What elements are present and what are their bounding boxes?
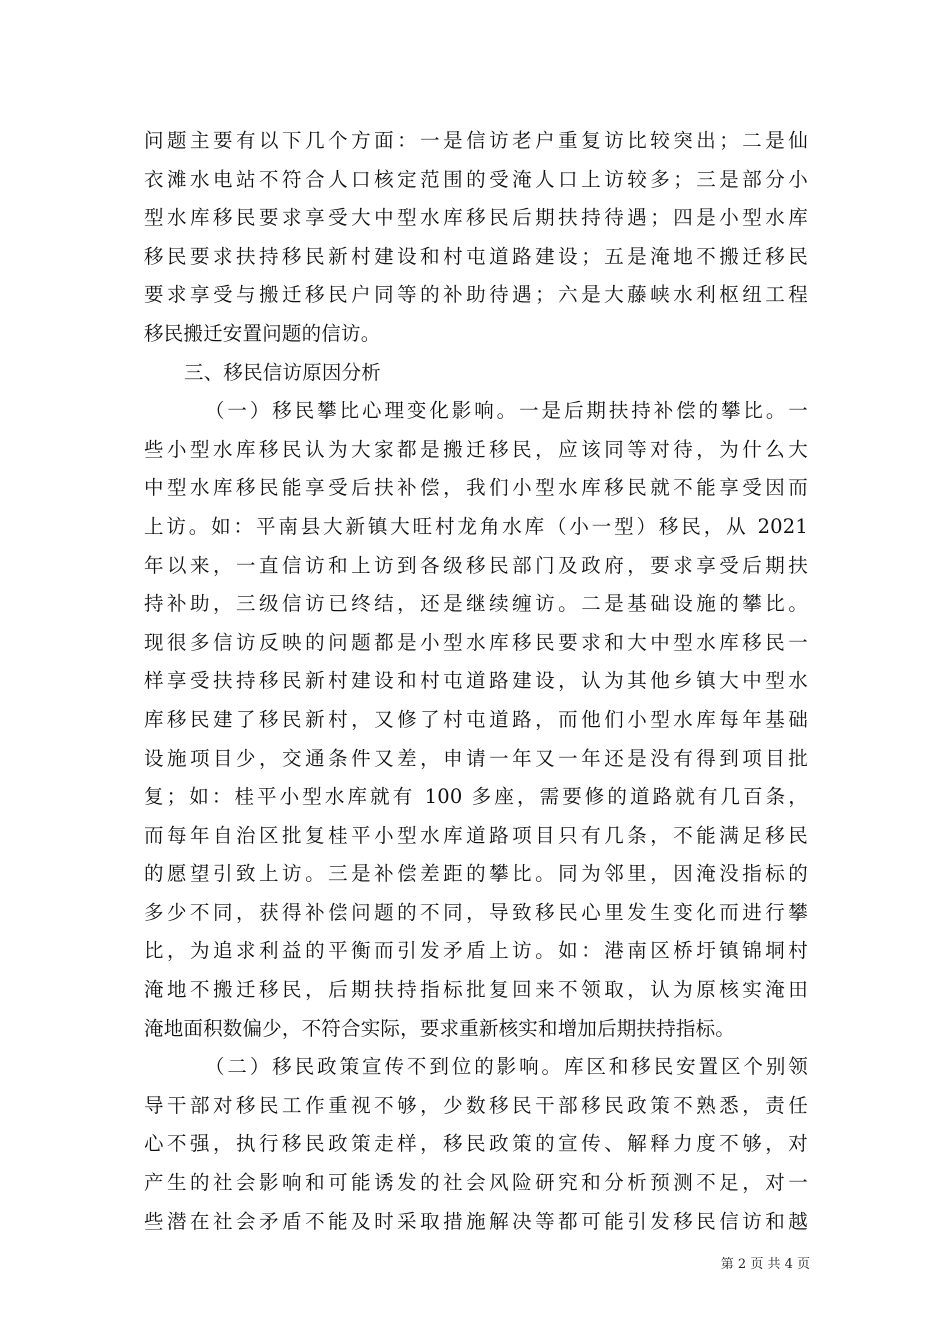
- body-line: 多少不同，获得补偿问题的不同，导致移民心里发生变化而进行攀: [144, 900, 808, 924]
- body-line: 产生的社会影响和可能诱发的社会风险研究和分析预测不足，对一: [144, 1171, 808, 1195]
- page-number: 第 2 页 共 4 页: [720, 1257, 810, 1272]
- body-line: 移民搬迁安置问题的信访。: [144, 321, 381, 345]
- body-line: 比，为追求利益的平衡而引发矛盾上访。如：港南区桥圩镇锦垌村: [144, 939, 808, 963]
- body-line: 淹地不搬迁移民，后期扶持指标批复回来不领取，认为原核实淹田: [144, 978, 808, 1002]
- body-line: 些潜在社会矛盾不能及时采取措施解决等都可能引发移民信访和越: [144, 1209, 808, 1233]
- section-heading: 三、移民信访原因分析: [184, 360, 382, 384]
- body-line: 上访。如：平南县大新镇大旺村龙角水库（小一型）移民，从 2021: [144, 514, 808, 538]
- body-line: 型水库移民要求享受大中型水库移民后期扶持待遇；四是小型水库: [144, 206, 808, 230]
- body-line: （一）移民攀比心理变化影响。一是后期扶持补偿的攀比。一: [205, 399, 808, 423]
- body-line: 问题主要有以下几个方面：一是信访老户重复访比较突出；二是仙: [144, 129, 808, 152]
- document-body: [144, 122, 808, 1241]
- body-line: 淹地面积数偏少，不符合实际，要求重新核实和增加后期扶持指标。: [144, 1016, 736, 1040]
- body-line: 心不强，执行移民政策走样，移民政策的宣传、解释力度不够，对: [144, 1132, 808, 1156]
- body-line: 样享受扶持移民新村建设和村屯道路建设，认为其他乡镇大中型水: [144, 669, 808, 693]
- body-line: 些小型水库移民认为大家都是搬迁移民，应该同等对待，为什么大: [144, 437, 808, 461]
- body-line: 持补助，三级信访已终结，还是继续缠访。二是基础设施的攀比。: [144, 592, 808, 616]
- body-line: 中型水库移民能享受后扶补偿，我们小型水库移民就不能享受因而: [144, 476, 808, 500]
- body-line: 复；如：桂平小型水库就有 100 多座，需要修的道路就有几百条，: [144, 785, 808, 809]
- body-line: 的愿望引致上访。三是补偿差距的攀比。同为邻里，因淹没指标的: [144, 862, 808, 886]
- body-line: 要求享受与搬迁移民户同等的补助待遇；六是大藤峡水利枢纽工程: [144, 283, 808, 307]
- body-line: （二）移民政策宣传不到位的影响。库区和移民安置区个别领: [205, 1055, 808, 1079]
- body-line: 现很多信访反映的问题都是小型水库移民要求和大中型水库移民一: [144, 630, 808, 654]
- body-line: 衣滩水电站不符合人口核定范围的受淹人口上访较多；三是部分小: [144, 167, 808, 191]
- body-line: 而每年自治区批复桂平小型水库道路项目只有几条，不能满足移民: [144, 823, 808, 847]
- body-line: 库移民建了移民新村，又修了村屯道路，而他们小型水库每年基础: [144, 707, 808, 731]
- body-line: 移民要求扶持移民新村建设和村屯道路建设；五是淹地不搬迁移民: [144, 244, 808, 268]
- body-line: 设施项目少，交通条件又差，申请一年又一年还是没有得到项目批: [144, 746, 808, 770]
- body-line: 年以来，一直信访和上访到各级移民部门及政府，要求享受后期扶: [144, 553, 808, 577]
- body-line: 导干部对移民工作重视不够，少数移民干部移民政策不熟悉，责任: [144, 1093, 808, 1117]
